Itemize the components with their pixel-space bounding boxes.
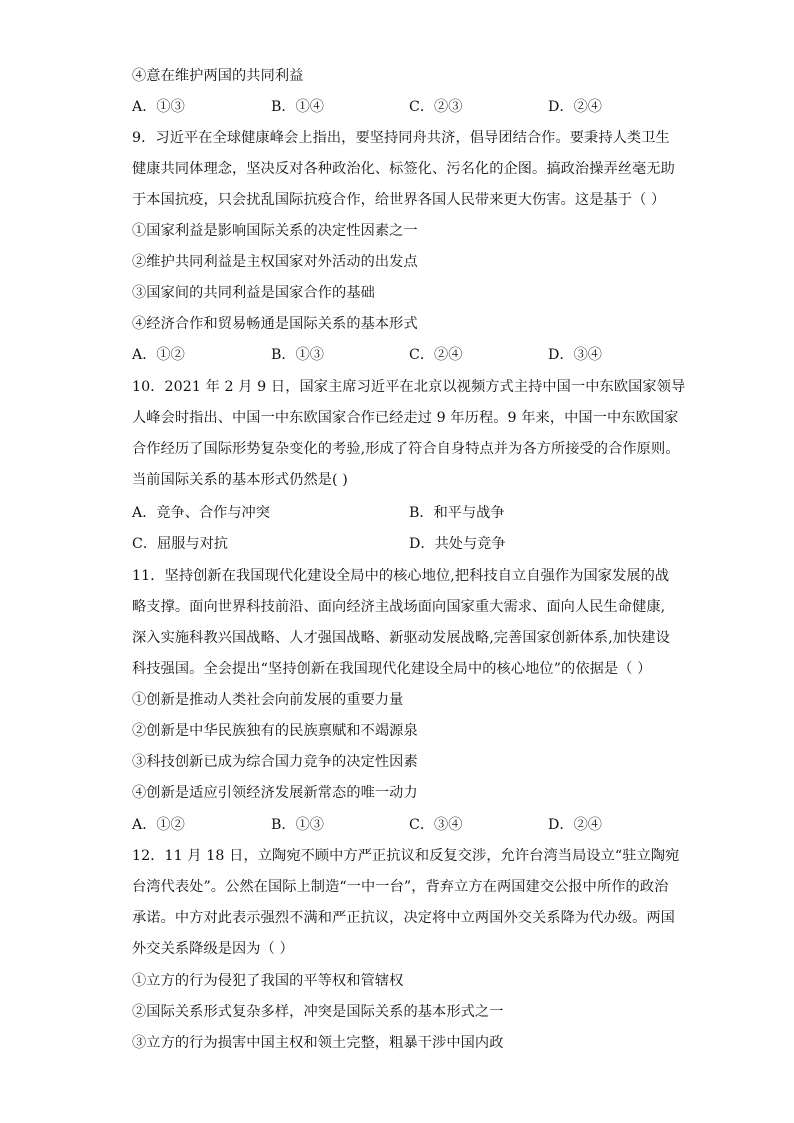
q10-option-a: A．竞争、合作与冲突 — [132, 505, 270, 521]
q8-option-a: A．①③ — [132, 99, 185, 115]
q11-stem-line: 深入实施科教兴国战略、人才强国战略、新驱动发展战略,完善国家创新体系,加快建设 — [132, 630, 670, 646]
q11-item-3: ③科技创新已成为综合国力竞争的决定性因素 — [132, 754, 418, 770]
q12-item-2: ②国际关系形式复杂多样，冲突是国际关系的基本形式之一 — [132, 1004, 504, 1020]
q10-stem-line: 当前国际关系的基本形式仍然是( ) — [132, 472, 348, 488]
q12-item-3: ③立方的行为损害中国主权和领土完整，粗暴干涉中国内政 — [132, 1035, 504, 1051]
q11-item-2: ②创新是中华民族独有的民族禀赋和不竭源泉 — [132, 723, 418, 739]
q8-option-d: D．②④ — [548, 99, 602, 115]
q8-option-c: C．②③ — [409, 99, 463, 115]
q9-item-3: ③国家间的共同利益是国家合作的基础 — [132, 285, 375, 301]
q10-option-c: C．屈服与对抗 — [132, 536, 228, 552]
q10-stem-line: 人峰会时指出、中国一中东欧国家合作已经走过 9 年历程。9 年来，中国一中东欧国家 — [132, 410, 679, 426]
q11-stem-line: 略支撑。面向世界科技前沿、面向经济主战场面向国家重大需求、面向人民生命健康, — [132, 599, 666, 615]
q9-stem-line: 健康共同体理念，坚决反对各种政治化、标签化、污名化的企图。搞政治操弄丝毫无助 — [132, 161, 675, 177]
q10-option-d: D．共处与竞争 — [409, 536, 506, 552]
q9-item-4: ④经济合作和贸易畅通是国际关系的基本形式 — [132, 316, 418, 332]
q11-item-4: ④创新是适应引领经济发展新常态的唯一动力 — [132, 785, 418, 801]
q11-option-a: A．①② — [132, 817, 185, 833]
q11-option-b: B．①③ — [271, 817, 324, 833]
q9-option-c: C．②④ — [409, 347, 463, 363]
q9-option-b: B．①③ — [271, 347, 324, 363]
q9-option-d: D．③④ — [548, 347, 602, 363]
q9-option-a: A．①② — [132, 347, 185, 363]
q10-stem-line: 合作经历了国际形势复杂变化的考验,形成了符合自身特点并为各方所接受的合作原则。 — [132, 441, 680, 457]
q9-item-1: ①国家利益是影响国际关系的决定性因素之一 — [132, 223, 418, 239]
q8-option-b: B．①④ — [271, 99, 324, 115]
q12-stem-line: 12．11 月 18 日，立陶宛不顾中方严正抗议和反复交涉，允许台湾当局设立“驻立陶宛 — [132, 848, 680, 864]
q12-stem-line: 承诺。中方对此表示强烈不满和严正抗议，决定将中立两国外交关系降为代办级。两国 — [132, 910, 675, 926]
q11-stem-line: 科技强国。全会提出“坚持创新在我国现代化建设全局中的核心地位”的依据是（ ） — [132, 661, 652, 677]
q12-stem-line: 外交关系降级是因为（ ） — [132, 941, 294, 957]
q12-item-1: ①立方的行为侵犯了我国的平等权和管辖权 — [132, 973, 404, 989]
q11-option-c: C．③④ — [409, 817, 463, 833]
q9-item-2: ②维护共同利益是主权国家对外活动的出发点 — [132, 254, 418, 270]
q12-stem-line: 台湾代表处”。公然在国际上制造“一中一台”，背弃立方在两国建交公报中所作的政治 — [132, 879, 669, 895]
q11-item-1: ①创新是推动人类社会向前发展的重要力量 — [132, 692, 404, 708]
q8-item-4: ④意在维护两国的共同利益 — [132, 68, 304, 84]
q9-stem-line: 9．习近平在全球健康峰会上指出，要坚持同舟共济，倡导团结合作。要秉持人类卫生 — [132, 130, 670, 146]
q9-stem-line: 于本国抗疫，只会扰乱国际抗疫合作，给世界各国人民带来更大伤害。这是基于（ ） — [132, 192, 666, 208]
q11-option-d: D．②④ — [548, 817, 602, 833]
q10-option-b: B．和平与战争 — [409, 505, 505, 521]
q10-stem-line: 10．2021 年 2 月 9 日，国家主席习近平在北京以视频方式主持中国一中东欧国家领导 — [132, 379, 686, 395]
q11-stem-line: 11．坚持创新在我国现代化建设全局中的核心地位,把科技自立自强作为国家发展的战 — [132, 568, 670, 584]
